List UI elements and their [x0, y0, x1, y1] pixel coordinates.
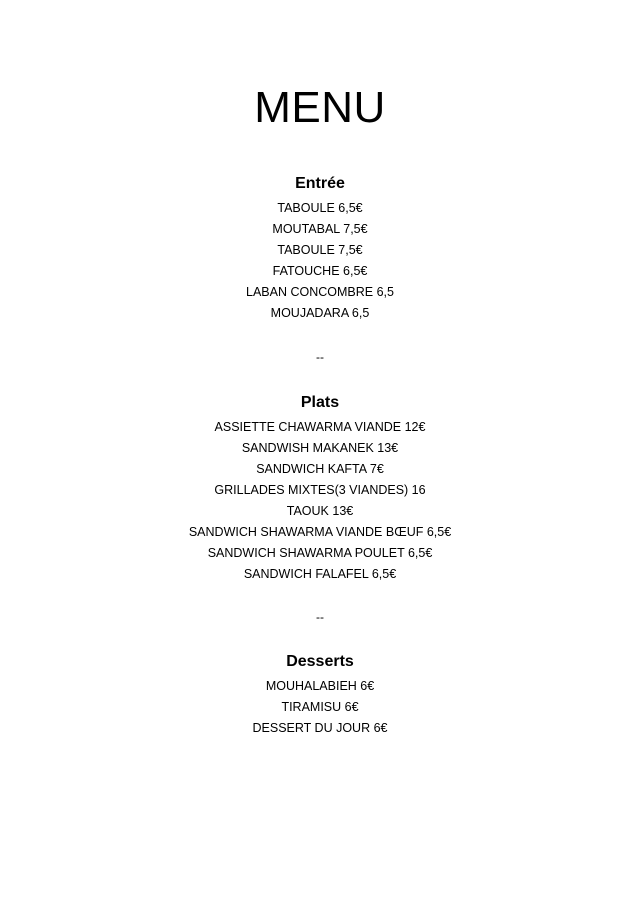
section-separator: --: [316, 350, 324, 364]
menu-item: TABOULE 7,5€: [277, 243, 363, 257]
menu-item: LABAN CONCOMBRE 6,5: [246, 285, 394, 299]
menu-item: MOUHALABIEH 6€: [265, 679, 375, 693]
section-heading-desserts: Desserts: [286, 653, 354, 670]
menu-item: SANDWISH MAKANEK 13€: [241, 441, 399, 455]
section-separator: --: [316, 610, 324, 624]
menu-item: SANDWICH KAFTA 7€: [256, 462, 384, 476]
menu-item: TIRAMISU 6€: [281, 700, 359, 714]
section-entree: [0, 174, 640, 324]
menu-item: SANDWICH FALAFEL 6,5€: [243, 567, 397, 581]
menu-item: ASSIETTE CHAWARMA VIANDE 12€: [214, 420, 426, 434]
menu-item: GRILLADES MIXTES(3 VIANDES) 16: [214, 483, 426, 497]
section-desserts: [0, 652, 640, 739]
section-plats: [0, 393, 640, 585]
section-heading-entree: Entrée: [295, 175, 345, 192]
menu-item: DESSERT DU JOUR 6€: [252, 721, 388, 735]
menu-item: SANDWICH SHAWARMA POULET 6,5€: [207, 546, 433, 560]
section-heading-plats: Plats: [300, 394, 340, 411]
menu-item: SANDWICH SHAWARMA VIANDE BŒUF 6,5€: [188, 525, 452, 539]
menu-item: TABOULE 6,5€: [277, 201, 363, 215]
page-title: MENU: [254, 83, 386, 132]
menu-item: TAOUK 13€: [286, 504, 354, 518]
menu-item: MOUTABAL 7,5€: [272, 222, 368, 236]
menu-item: FATOUCHE 6,5€: [272, 264, 368, 278]
menu-item: MOUJADARA 6,5: [270, 306, 370, 320]
